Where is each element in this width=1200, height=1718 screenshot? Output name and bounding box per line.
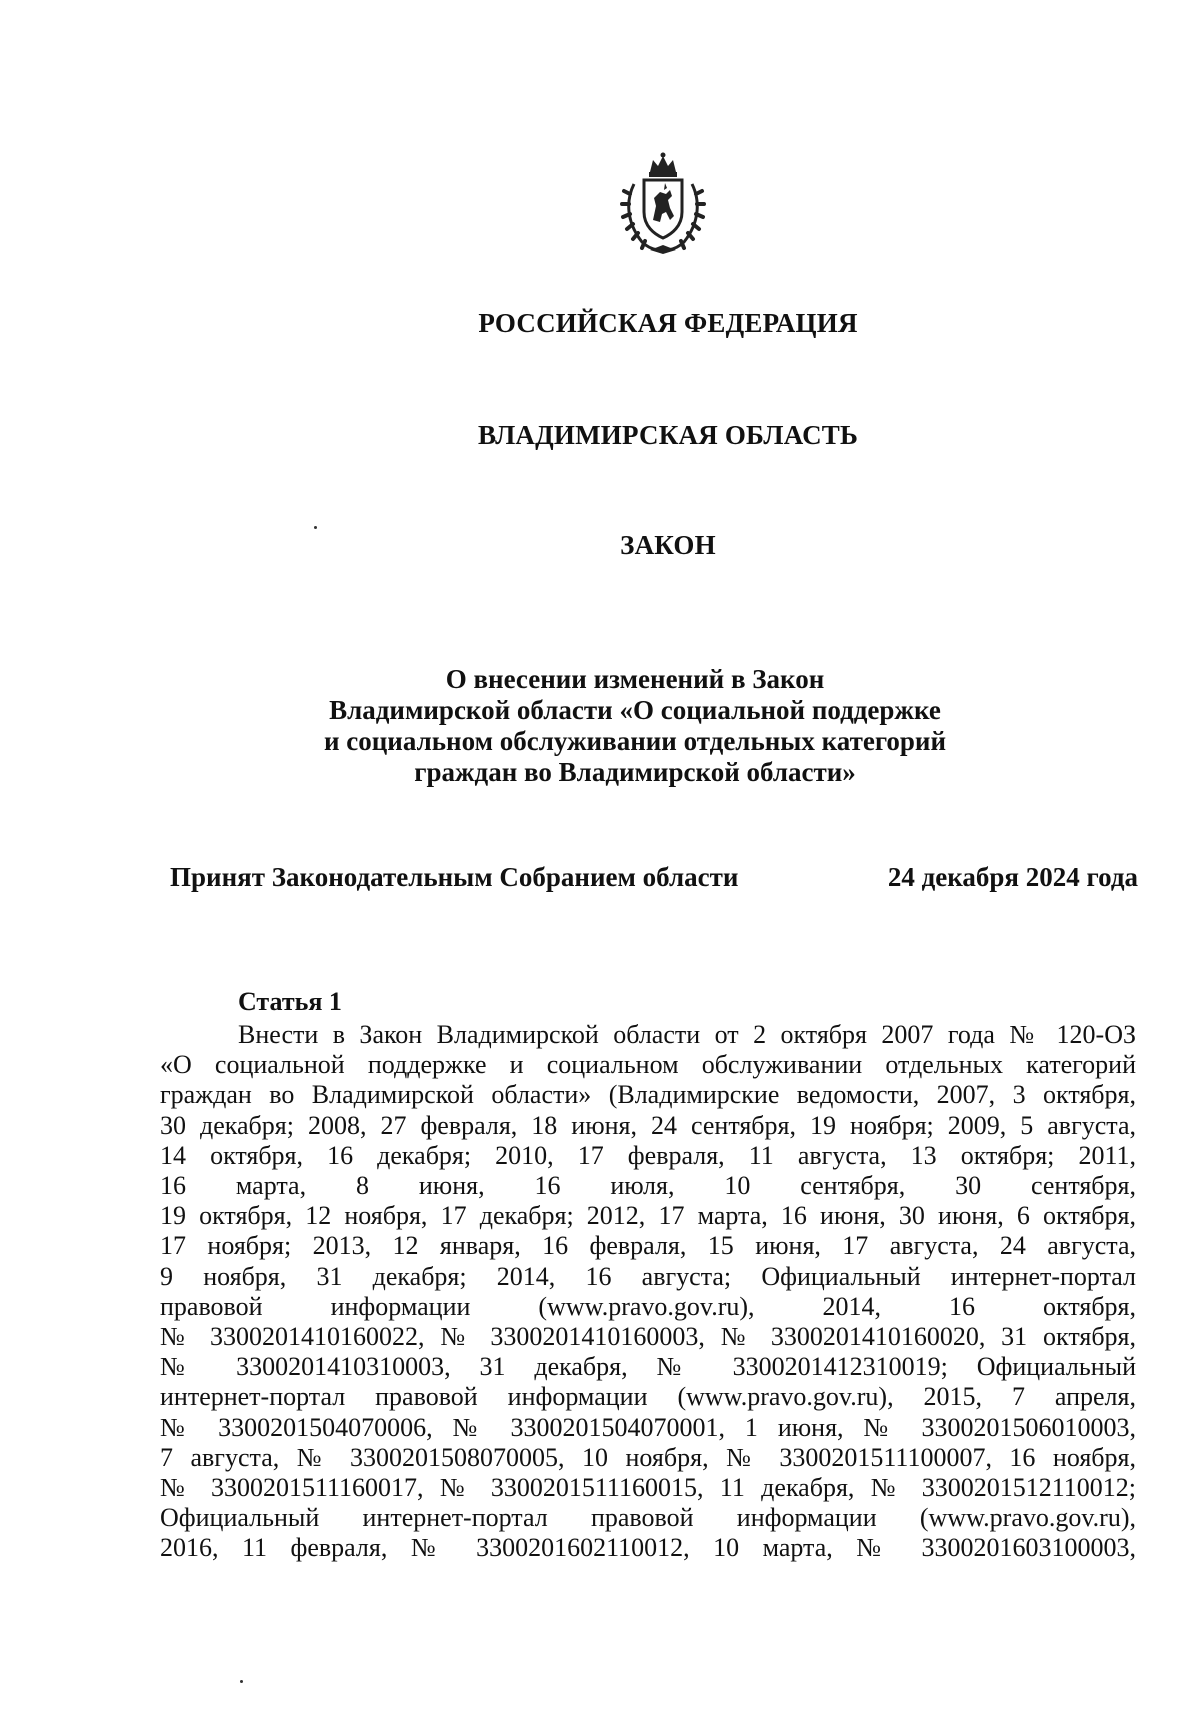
article-line: 7 августа, № 3300201508070005, 10 ноября, № 3300201511100007, 16 ноября, (160, 1442, 1136, 1472)
adoption-line (170, 862, 1138, 893)
article-line: 30 декабря; 2008, 27 февраля, 18 июня, 24 сентября, 19 ноября; 2009, 5 августа, (160, 1110, 1136, 1140)
scan-speck (240, 1680, 243, 1683)
country-heading: РОССИЙСКАЯ ФЕДЕРАЦИЯ (478, 308, 858, 338)
law-title-line: граждан во Владимирской области» (414, 757, 856, 787)
article-line: № 3300201410310003, 31 декабря, № 3300201412310019; Официальный (160, 1352, 1136, 1382)
article-line: 14 октября, 16 декабря; 2010, 17 февраля, 11 августа, 13 октября; 2011, (160, 1140, 1136, 1170)
law-title-line: и социальном обслуживании отдельных категорий (323, 726, 947, 756)
article-line: граждан во Владимирской области» (Владимирские ведомости, 2007, 3 октября, (160, 1080, 1136, 1110)
article-body (160, 1020, 1136, 1564)
article-line: 19 октября, 12 ноября, 17 декабря; 2012, 17 марта, 16 июня, 30 июня, 6 октября, (160, 1201, 1136, 1231)
article-line: № 3300201504070006, № 3300201504070001, 1 июня, № 3300201506010003, (160, 1412, 1136, 1442)
article-line: № 3300201511160017, № 3300201511160015, 11 декабря, № 3300201512110012; (160, 1473, 1136, 1503)
law-title-line: Владимирской области «О социальной поддержке (329, 695, 941, 725)
article-line: интернет-портал правовой информации (www.pravo.gov.ru), 2015, 7 апреля, (160, 1382, 1136, 1412)
scan-speck (314, 526, 317, 529)
region-heading: ВЛАДИМИРСКАЯ ОБЛАСТЬ (477, 420, 859, 450)
article-line: 9 ноября, 31 декабря; 2014, 16 августа; Официальный интернет-портал (160, 1261, 1136, 1291)
coat-of-arms-icon (620, 150, 706, 254)
article-line: 17 ноября; 2013, 12 января, 16 февраля, 15 июня, 17 августа, 24 августа, (160, 1231, 1136, 1261)
article-line: Официальный интернет-портал правовой информации (www.pravo.gov.ru), (160, 1503, 1136, 1533)
law-title-line: О внесении изменений в Закон (445, 664, 825, 694)
article-line: «О социальной поддержке и социальном обслуживании отдельных категорий (160, 1050, 1136, 1080)
article-line: 2016, 11 февраля, № 3300201602110012, 10 марта, № 3300201603100003, (160, 1533, 1136, 1563)
article-line: Внести в Закон Владимирской области от 2 октября 2007 года № 120-ОЗ (238, 1020, 1136, 1049)
adoption-label: Принят Законодательным Собранием области (170, 862, 739, 892)
law-title (0, 664, 1200, 788)
adoption-date: 24 декабря 2024 года (887, 862, 1138, 892)
article-line: 16 марта, 8 июня, 16 июля, 10 сентября, 30 сентября, (160, 1171, 1136, 1201)
article-line: правовой информации (www.pravo.gov.ru), 2014, 16 октября, (160, 1291, 1136, 1321)
article-line: № 3300201410160022, № 3300201410160003, № 3300201410160020, 31 октября, (160, 1322, 1136, 1352)
document-type-heading: ЗАКОН (620, 530, 716, 560)
article-heading: Статья 1 (238, 987, 342, 1016)
